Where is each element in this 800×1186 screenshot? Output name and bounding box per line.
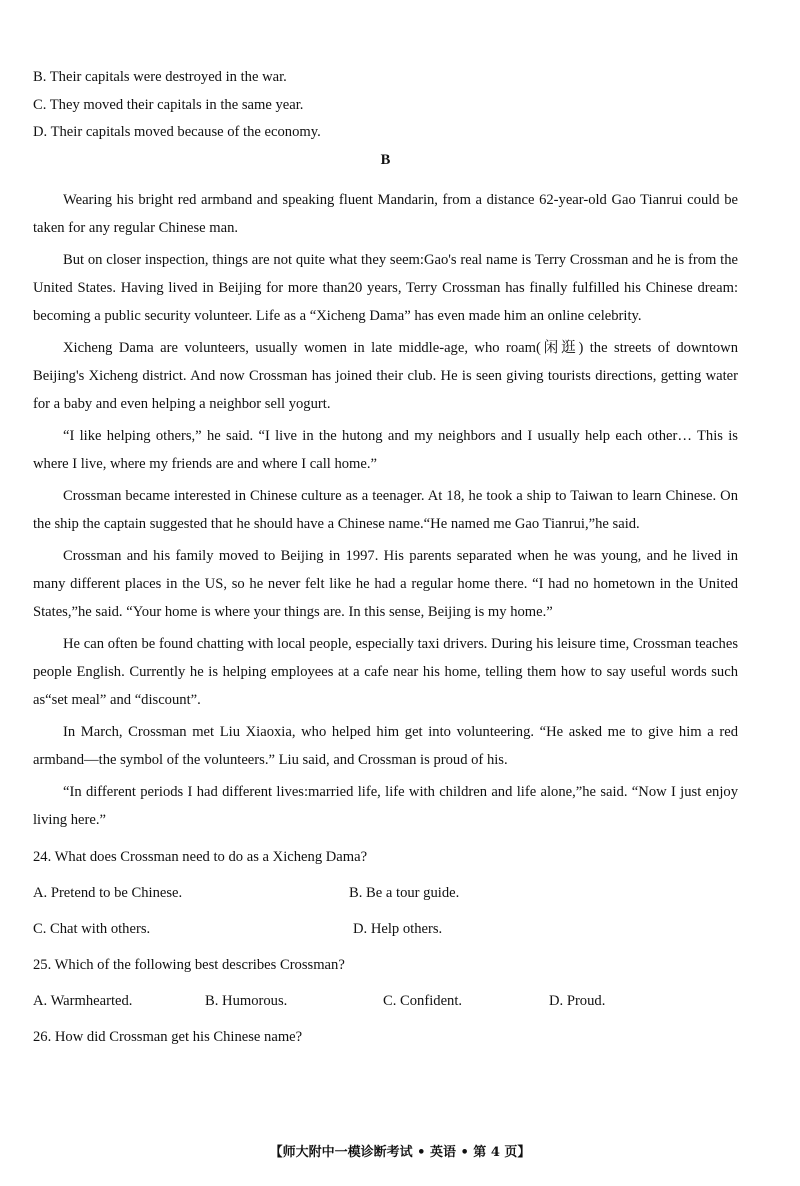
paragraph-9: “In different periods I had different lives:married life, life with children and life alone,”he said. “Now I just enjoy living here.” <box>33 784 738 829</box>
option-b: B. Be a tour guide. <box>349 885 460 902</box>
option-c: C. Chat with others. <box>33 921 151 938</box>
question-24 <box>33 844 738 942</box>
option-d: D. Help others. <box>353 921 443 938</box>
paragraph-2: But on closer inspection, things are not quite what they seem:Gao's real name is Terry Crossman and he is from the United States. Having lived in Beijing for more than20 years, Terry Crossman has finally fulfilled his Chinese dream: becoming a public security volunteer. Life as a “Xicheng Dama” has even made him an online celebrity. <box>33 252 738 325</box>
options-row <box>33 916 738 942</box>
paragraph-7: He can often be found chatting with local people, especially taxi drivers. During his leisure time, Crossman teaches people English. Currently he is helping employees at a cafe near his home, telling them how to say useful words such as“set meal” and “discount”. <box>33 636 738 709</box>
paragraph-6: Crossman and his family moved to Beijing in 1997. His parents separated when he was young, and he lived in many different places in the US, so he never felt like he had a regular home there. “I had no hometown in the United States,”he said. “Your home is where your things are. In this sense, Beijing is my home.” <box>33 548 738 621</box>
options-row <box>33 988 738 1014</box>
options-row <box>33 880 738 906</box>
paragraph-3: Xicheng Dama are volunteers, usually women in late middle-age, who roam(闲逛) the streets of downtown Beijing's Xicheng district. And now Crossman has joined their club. He is seen giving tourists directions, getting water for a baby and even helping a neighbor sell yogurt. <box>33 340 738 413</box>
question-25 <box>33 952 738 1014</box>
prev-option-c: C. They moved their capitals in the same year. <box>33 96 304 113</box>
option-a: A. Warmhearted. <box>33 993 133 1010</box>
prev-option-d: D. Their capitals moved because of the economy. <box>33 124 321 141</box>
page-footer: 【师大附中一模诊断考试 • 英语 • 第 4 页】 <box>269 1145 531 1160</box>
passage <box>33 186 738 834</box>
exam-page <box>33 64 738 1050</box>
question-26 <box>33 1024 738 1050</box>
option-d: D. Proud. <box>549 993 606 1010</box>
paragraph-4: “I like helping others,” he said. “I live in the hutong and my neighbors and I usually help each other… This is where I live, where my friends are and where I call home.” <box>33 428 738 473</box>
question-stem: 25. Which of the following best describes Crossman? <box>33 957 345 974</box>
question-stem: 26. How did Crossman get his Chinese name? <box>33 1029 303 1046</box>
prev-option-b: B. Their capitals were destroyed in the war. <box>33 69 287 85</box>
option-a: A. Pretend to be Chinese. <box>33 885 183 902</box>
option-b: B. Humorous. <box>205 993 288 1010</box>
section-label: B <box>380 151 391 168</box>
paragraph-8: In March, Crossman met Liu Xiaoxia, who helped him get into volunteering. “He asked me to give him a red armband—the symbol of the volunteers.” Liu said, and Crossman is proud of his. <box>33 724 738 769</box>
option-c: C. Confident. <box>383 993 463 1010</box>
paragraph-5: Crossman became interested in Chinese culture as a teenager. At 18, he took a ship to Taiwan to learn Chinese. On the ship the captain suggested that he should have a Chinese name.“He named me Gao Tianrui,”he said. <box>33 488 738 533</box>
question-stem: 24. What does Crossman need to do as a Xicheng Dama? <box>33 849 368 866</box>
paragraph-1: Wearing his bright red armband and speaking fluent Mandarin, from a distance 62-year-old Gao Tianrui could be taken for any regular Chinese man. <box>33 192 738 237</box>
